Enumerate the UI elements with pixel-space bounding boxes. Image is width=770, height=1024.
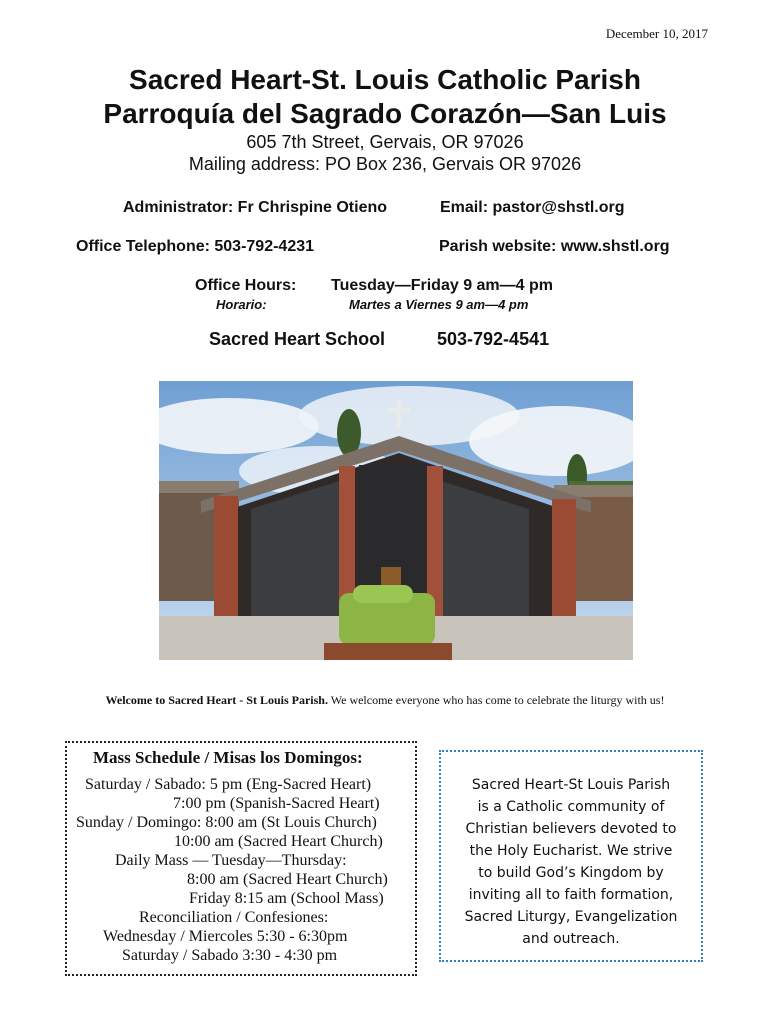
mass-line: Sunday / Domingo: 8:00 am (St Louis Church) [76,814,377,831]
mass-line: Reconciliation / Confesiones: [139,909,329,926]
street-address: 605 7th Street, Gervais, OR 97026 [246,132,524,152]
mass-line: Friday 8:15 am (School Mass) [189,890,384,907]
mission-statement-box [439,750,703,962]
mass-schedule-title: Mass Schedule / Misas los Domingos: [93,748,363,767]
mass-schedule-box [65,741,417,976]
mission-line: Sacred Liturgy, Evangelization [464,909,678,925]
school-phone: 503-792-4541 [437,329,550,349]
church-photo [159,381,633,660]
mission-line: is a Catholic community of [477,799,665,815]
email[interactable]: Email: pastor@shstl.org [440,199,625,216]
mission-line: and outreach. [522,931,620,947]
mission-line: to build God’s Kingdom by [478,865,664,881]
administrator: Administrator: Fr Chrispine Otieno [123,199,388,216]
school-name: Sacred Heart School [209,329,386,349]
mass-line: Wednesday / Miercoles 5:30 - 6:30pm [103,928,348,945]
mission-line: Sacred Heart-St Louis Parish [471,777,671,793]
welcome-rest: We welcome everyone who has come to celebrate the liturgy with us! [327,693,665,707]
horario-label: Horario: [216,297,267,312]
office-hours-value: Tuesday—Friday 9 am—4 pm [331,277,553,294]
mass-line: Saturday / Sabado 3:30 - 4:30 pm [122,947,338,964]
welcome-bold: Welcome to Sacred Heart - St Louis Parish. [105,693,328,707]
mass-line: Saturday / Sabado: 5 pm (Eng-Sacred Heart) [85,776,372,793]
mission-statement [451,774,691,950]
office-hours-label: Office Hours: [195,277,297,294]
mass-line: 10:00 am (Sacred Heart Church) [174,833,383,850]
title-spanish: Parroquía del Sagrado Corazón—San Luis [103,98,667,129]
title-english: Sacred Heart-St. Louis Catholic Parish [129,64,641,95]
horario-value: Martes a Viernes 9 am—4 pm [349,297,529,312]
mass-line: 7:00 pm (Spanish-Sacred Heart) [173,795,380,812]
mass-line: 8:00 am (Sacred Heart Church) [187,871,388,888]
office-telephone: Office Telephone: 503-792-4231 [76,238,315,255]
date: December 10, 2017 [605,26,708,41]
mission-line: Christian believers devoted to [465,821,677,837]
mission-line: inviting all to faith formation, [468,887,674,903]
parish-website[interactable]: Parish website: www.shstl.org [439,238,670,255]
welcome-message [0,693,770,708]
mailing-address: Mailing address: PO Box 236, Gervais OR 97026 [188,154,582,174]
mass-line: Daily Mass — Tuesday—Thursday: [115,852,347,869]
mission-line: the Holy Eucharist. We strive [469,843,673,859]
